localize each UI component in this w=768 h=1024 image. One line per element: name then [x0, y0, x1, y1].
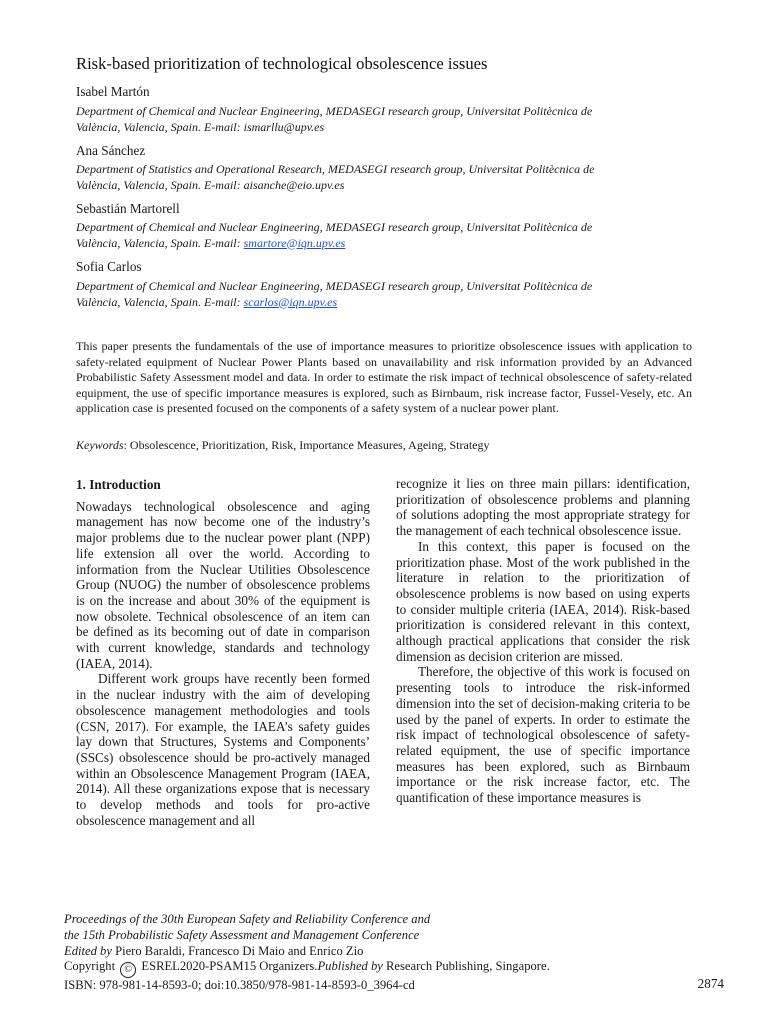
- author-name: Sofia Carlos: [76, 259, 142, 274]
- page-number: 2874: [697, 976, 724, 991]
- affiliation-location: València, Valencia, Spain. E-mail:: [76, 119, 244, 134]
- author-affiliation: [76, 279, 692, 310]
- affiliation-line: Department of Chemical and Nuclear Engineering, MEDASEGI research group, Universitat Politècnica de: [76, 279, 593, 293]
- keywords-list: : Obsolescence, Prioritization, Risk, Importance Measures, Ageing, Strategy: [123, 438, 490, 452]
- publisher: Research Publishing, Singapore.: [382, 959, 550, 974]
- affiliation-location: València, Valencia, Spain. E-mail:: [76, 177, 244, 192]
- author-affiliation: [76, 220, 692, 251]
- editors-line: [64, 944, 728, 960]
- proceedings-line: the 15th Probabilistic Safety Assessment and Management Conference: [64, 927, 420, 942]
- author-affiliation: [76, 104, 692, 135]
- keywords: [76, 438, 692, 453]
- affiliation-line: Department of Statistics and Operational Research, MEDASEGI research group, Universitat Politècnica de: [76, 162, 595, 176]
- edited-by-label: Edited by: [64, 943, 112, 958]
- left-column: [76, 477, 370, 828]
- right-column: [396, 476, 690, 806]
- paragraph: Nowadays technological obsolescence and aging management has now become one of the industry’s major problems due to the nuclear power plant (NPP) life extension all over the world. According to information from the Nuclear Utilities Obsolescence Group (NUOG) the number of obsolescence problems is on the increase and about 30% of the equipment is now obsolete. Technical obsolescence of an item can be defined as its becoming out of date in comparison with current knowledge, standards and technology (IAEA, 2014).: [76, 498, 370, 671]
- section-heading: 1. Introduction: [76, 477, 161, 492]
- affiliation-line: [76, 120, 692, 136]
- editors: Piero Baraldi, Francesco Di Maio and Enrico Zio: [111, 943, 364, 958]
- affiliation-line: [76, 178, 692, 194]
- proceedings-footer: [64, 912, 728, 994]
- affiliation-line: Department of Chemical and Nuclear Engineering, MEDASEGI research group, Universitat Politècnica de: [76, 220, 593, 234]
- author-name: Sebastián Martorell: [76, 201, 180, 216]
- copyright-label: Copyright: [64, 959, 119, 974]
- copyright-line: [64, 959, 728, 978]
- affiliation-line: Department of Chemical and Nuclear Engineering, MEDASEGI research group, Universitat Politècnica de: [76, 104, 593, 118]
- copyright-holder: ESREL2020-PSAM15 Organizers.: [138, 959, 318, 974]
- affiliation-line: [76, 236, 692, 252]
- author-name: Isabel Martón: [76, 84, 150, 99]
- proceedings-line: Proceedings of the 30th European Safety and Reliability Conference and: [64, 912, 431, 926]
- author-email-link[interactable]: smartore@iqn.upv.es: [243, 235, 346, 250]
- copyright-icon: ©: [120, 962, 136, 978]
- author-affiliation: [76, 162, 692, 193]
- author-email-link[interactable]: scarlos@iqn.upv.es: [243, 294, 338, 309]
- affiliation-location: València, Valencia, Spain. E-mail:: [76, 294, 244, 309]
- author-name: Ana Sánchez: [76, 143, 146, 158]
- paper-title: Risk-based prioritization of technological obsolescence issues: [76, 54, 488, 73]
- abstract: This paper presents the fundamentals of the use of importance measures to prioritize obsolescence issues with application to safety-related equipment of Nuclear Power Plants based on unavailability and risk information provided by an Advanced Probabilistic Safety Assessment model and data. In order to estimate the risk impact of technical obsolescence of safety-related equipment, the use of specific importance measures is explored, such as Birnbaum, risk increase factor, Fussel-Vesely, etc. An application case is presented focused on the components of a safety system of a nuclear power plant.: [76, 339, 692, 415]
- paragraph: Therefore, the objective of this work is focused on presenting tools to introduce the risk-informed dimension into the set of decision-making criteria to be used by the panel of experts. In order to estimate the risk impact of technological obsolescence of safety-related equipment, the use of specific importance measures has been explored, such as Birnbaum importance or the risk increase factor, etc. The quantification of these importance measures is: [396, 664, 690, 806]
- keywords-label: Keywords: [76, 438, 124, 452]
- isbn-line: ISBN: 978-981-14-8593-0; doi:10.3850/978-981-14-8593-0_3964-cd: [64, 978, 415, 993]
- paragraph: recognize it lies on three main pillars: identification, prioritization of obsolescence problems and planning of solutions adopting the most appropriate strategy for the management of each technical obsolescence issue.: [396, 476, 690, 539]
- published-by-label: Published by: [317, 959, 383, 974]
- paragraph: Different work groups have recently been formed in the nuclear industry with the aim of developing obsolescence management methodologies and tools (CSN, 2017). For example, the IAEA’s safety guides lay down that Structures, Systems and Components’ (SSCs) obsolescence should be pro-actively managed within an Obsolescence Management Program (IAEA, 2014). All these organizations expose that is necessary to develop methods and tools for pro-active obsolescence management and all: [76, 671, 370, 828]
- affiliation-line: [76, 295, 692, 311]
- author-email: ismarllu@upv.es: [243, 119, 325, 134]
- paragraph: In this context, this paper is focused on the prioritization phase. Most of the work published in the literature in relation to the prioritization of obsolescence problems is now based on using experts to consider multiple criteria (IAEA, 2014). Risk-based prioritization is considered relevant in this context, although practical applications that consider the risk dimension as decision criterion are missed.: [396, 538, 690, 664]
- author-email: aisanche@eio.upv.es: [243, 177, 345, 192]
- affiliation-location: València, Valencia, Spain. E-mail:: [76, 235, 244, 250]
